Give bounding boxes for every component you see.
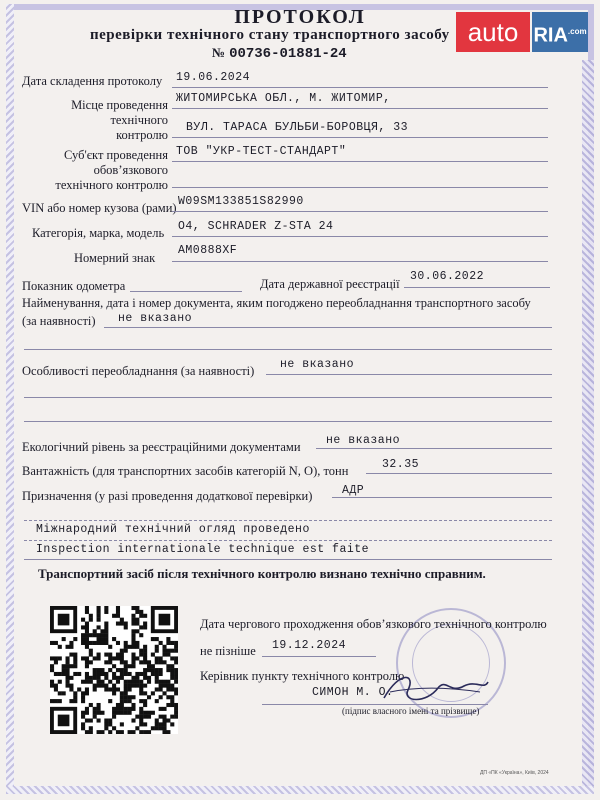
- vin-value: W09SM133851S82990: [178, 195, 304, 208]
- intl-line-mid: [24, 540, 552, 541]
- plate-underline: [172, 261, 548, 262]
- conversion-doc-underline-2: [24, 349, 552, 350]
- category-underline: [172, 236, 548, 237]
- signature-note: (підпис власного імені та прізвище): [342, 706, 480, 716]
- purpose-label: Призначення (у разі проведення додаткової перевірки): [22, 489, 313, 503]
- plate-label: Номерний знак: [74, 251, 156, 265]
- odometer-underline: [130, 291, 242, 292]
- place-value-2: ВУЛ. ТАРАСА БУЛЬБИ-БОРОВЦЯ, 33: [186, 121, 409, 134]
- vin-underline: [172, 211, 548, 212]
- subject-underline-2: [172, 187, 548, 188]
- border-left-pattern: [6, 4, 14, 794]
- category-label: Категорія, марка, модель: [32, 226, 165, 240]
- reg-date-label: Дата державної реєстрації: [260, 277, 400, 291]
- purpose-value: АДР: [342, 484, 365, 497]
- date-label: Дата складення протоколу: [22, 74, 163, 88]
- print-footer: ДП «ПК «Україна», Київ, 2024: [480, 770, 549, 776]
- next-inspection-label-2: не пізніше: [200, 644, 256, 658]
- head-name: СИМОН М. О.: [312, 686, 394, 699]
- conversion-features-underline-3: [24, 421, 552, 422]
- date-underline: [172, 87, 548, 88]
- place-label-1: Місце проведення: [71, 98, 168, 112]
- vin-label: VIN або номер кузова (рами): [22, 201, 177, 215]
- intl-line-bottom: [24, 559, 552, 560]
- place-underline-1: [172, 108, 548, 109]
- head-label: Керівник пункту технічного контролю: [200, 669, 405, 683]
- border-right-pattern: [582, 60, 594, 790]
- eco-value: не вказано: [326, 434, 401, 447]
- date-value: 19.06.2024: [176, 71, 251, 84]
- number-value: 00736-01881-24: [229, 46, 347, 62]
- plate-value: АМ0888XF: [178, 244, 238, 257]
- eco-underline: [316, 448, 552, 449]
- document-number: [212, 45, 347, 62]
- subject-label-3: технічного контролю: [55, 178, 168, 192]
- intl-line-2: Inspection internationale technique est faite: [36, 543, 370, 556]
- reg-date-underline: [404, 287, 550, 288]
- place-underline-2: [172, 137, 548, 138]
- conversion-features-underline-1: [266, 374, 552, 375]
- capacity-underline: [366, 473, 552, 474]
- subject-underline-1: [172, 161, 548, 162]
- next-inspection-label-1: Дата чергового проходження обов’язкового технічного контролю: [200, 617, 547, 631]
- qr-code: [50, 606, 178, 734]
- subject-label-1: Суб'єкт проведення: [63, 148, 168, 162]
- number-sign: №: [212, 45, 226, 60]
- conversion-features-underline-2: [24, 397, 552, 398]
- eco-label: Екологічний рівень за реєстраційними документами: [22, 440, 301, 454]
- document-title: ПРОТОКОЛ: [234, 6, 366, 28]
- intl-line-top: [24, 520, 552, 521]
- conclusion-text: Транспортний засіб після технічного контролю визнано технічно справним.: [38, 566, 486, 581]
- conversion-doc-label-1: Найменування, дата і номер документа, яким погоджено переобладнання транспортного засобу: [22, 296, 531, 310]
- border-bottom-pattern: [6, 786, 594, 794]
- conversion-doc-underline-1: [104, 327, 552, 328]
- next-inspection-underline: [262, 656, 376, 657]
- place-label-2: технічного: [110, 113, 168, 127]
- handwritten-signature: [380, 660, 490, 710]
- capacity-value: 32.35: [382, 458, 420, 471]
- capacity-label: Вантажність (для транспортних засобів категорій N, O), тонн: [22, 464, 349, 478]
- category-value: O4, SCHRADER Z-STA 24: [178, 220, 334, 233]
- intl-line-1: Міжнародний технічний огляд проведено: [36, 523, 310, 536]
- conversion-doc-label-2: (за наявності): [22, 314, 96, 328]
- ria-logo-text: RIA: [533, 24, 568, 47]
- conversion-features-label: Особливості переобладнання (за наявності): [22, 364, 255, 378]
- purpose-underline: [332, 497, 552, 498]
- qr-code-graphic: [50, 606, 178, 734]
- odometer-label: Показник одометра: [22, 279, 126, 293]
- ria-logo-sup: .com: [567, 27, 587, 36]
- subject-label-2: обов’язкового: [93, 163, 168, 177]
- conversion-doc-value: не вказано: [118, 312, 193, 325]
- conversion-features-value: не вказано: [280, 358, 355, 371]
- place-value-1: ЖИТОМИРСЬКА ОБЛ., М. ЖИТОМИР,: [176, 92, 391, 105]
- subject-value: ТОВ "УКР-ТЕСТ-СТАНДАРТ": [176, 145, 347, 158]
- next-inspection-value: 19.12.2024: [272, 639, 347, 652]
- place-label-3: контролю: [116, 128, 168, 142]
- reg-date-value: 30.06.2022: [410, 270, 485, 283]
- auto-logo[interactable]: auto: [456, 12, 530, 52]
- document-subtitle: перевірки технічного стану транспортного засобу: [90, 27, 450, 43]
